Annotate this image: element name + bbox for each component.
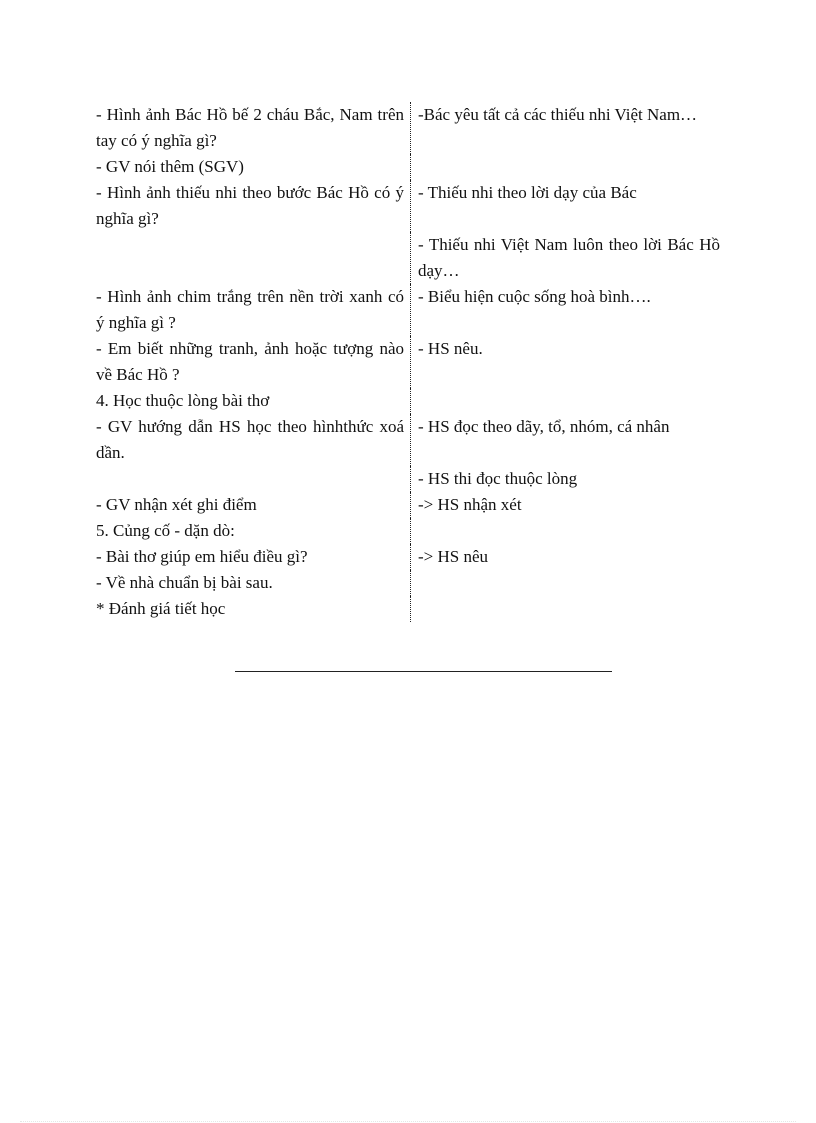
teacher-activity-cell: - GV hướng dẫn HS học theo hìnhthức xoá dần. bbox=[96, 417, 404, 462]
lesson-plan-table bbox=[96, 102, 720, 622]
student-activity-cell: - Thiếu nhi theo lời dạy của Bác bbox=[410, 180, 720, 232]
student-activity-cell bbox=[410, 154, 720, 180]
student-activity-cell: - HS thi đọc thuộc lòng bbox=[410, 466, 720, 492]
student-activity-cell bbox=[410, 388, 720, 414]
section-heading-cell: 5. Củng cố - dặn dò: bbox=[96, 521, 235, 540]
teacher-activity-cell bbox=[96, 232, 410, 284]
table-row bbox=[96, 466, 720, 492]
teacher-activity-cell bbox=[96, 466, 410, 492]
table-row bbox=[96, 492, 720, 518]
student-activity-cell bbox=[410, 570, 720, 596]
student-activity-cell: - HS nêu. bbox=[410, 336, 720, 388]
student-activity-cell: -Bác yêu tất cả các thiếu nhi Việt Nam… bbox=[410, 102, 720, 154]
table-row bbox=[96, 596, 720, 622]
student-activity-cell bbox=[410, 596, 720, 622]
teacher-activity-cell: - GV nhận xét ghi điểm bbox=[96, 495, 257, 514]
table-row bbox=[96, 180, 720, 232]
student-activity-cell: - Thiếu nhi Việt Nam luôn theo lời Bác Hồ dạy… bbox=[410, 232, 720, 284]
student-activity-cell: -> HS nêu bbox=[410, 544, 720, 570]
teacher-activity-cell: - Hình ảnh chim trắng trên nền trời xanh có ý nghĩa gì ? bbox=[96, 287, 404, 332]
student-activity-cell: - HS đọc theo dãy, tổ, nhóm, cá nhân bbox=[410, 414, 720, 466]
table-row bbox=[96, 284, 720, 336]
table-row bbox=[96, 154, 720, 180]
teacher-activity-cell: - Hình ảnh thiếu nhi theo bước Bác Hồ có ý nghĩa gì? bbox=[96, 183, 404, 228]
table-row bbox=[96, 544, 720, 570]
student-activity-cell: - Biểu hiện cuộc sống hoà bình…. bbox=[410, 284, 720, 336]
section-heading-cell: 4. Học thuộc lòng bài thơ bbox=[96, 391, 270, 410]
teacher-activity-cell: - Về nhà chuẩn bị bài sau. bbox=[96, 573, 273, 592]
student-activity-cell bbox=[410, 518, 720, 544]
table-row bbox=[96, 388, 720, 414]
teacher-activity-cell: - Hình ảnh Bác Hồ bế 2 cháu Bắc, Nam trên tay có ý nghĩa gì? bbox=[96, 105, 404, 150]
table-row bbox=[96, 336, 720, 388]
student-activity-cell: -> HS nhận xét bbox=[410, 492, 720, 518]
teacher-activity-cell: * Đánh giá tiết học bbox=[96, 599, 226, 618]
teacher-activity-cell: - Em biết những tranh, ảnh hoặc tượng nào về Bác Hồ ? bbox=[96, 339, 404, 384]
teacher-activity-cell: - GV nói thêm (SGV) bbox=[96, 157, 244, 176]
table-row bbox=[96, 102, 720, 154]
table-row bbox=[96, 232, 720, 284]
table-row bbox=[96, 570, 720, 596]
page-bottom-border bbox=[20, 1121, 796, 1122]
teacher-activity-cell: - Bài thơ giúp em hiểu điều gì? bbox=[96, 547, 308, 566]
table-row bbox=[96, 518, 720, 544]
table-row bbox=[96, 414, 720, 466]
end-of-lesson-divider bbox=[235, 671, 612, 672]
